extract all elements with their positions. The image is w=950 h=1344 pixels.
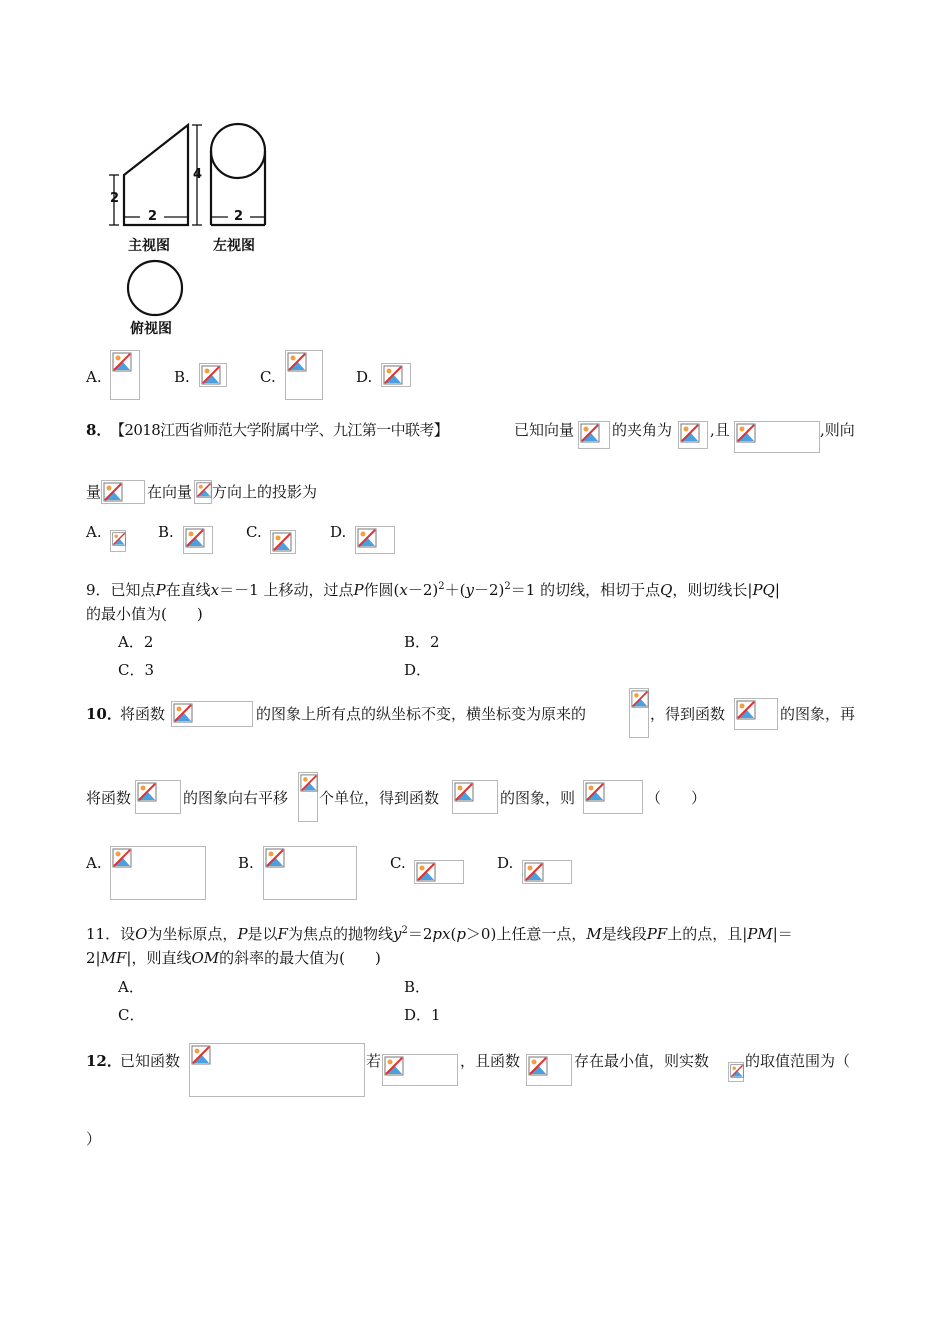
q8-option-c-image	[270, 530, 296, 554]
q9-number: 9．	[86, 581, 111, 599]
q11-text: 是线段	[601, 925, 647, 943]
q11-option-c: C．	[118, 1006, 145, 1024]
q8-formula-condition	[734, 421, 820, 453]
q9-text: 作圆(	[363, 581, 400, 599]
q10-formula-h	[452, 780, 498, 814]
q7-option-c-image	[285, 350, 323, 400]
q9-text: ＝1 的切线，相切于点	[510, 581, 661, 599]
q8-formula-vectors	[578, 421, 610, 449]
q10-option-d-label: D.	[497, 854, 514, 872]
q9-line-2: 的最小值为( )	[86, 605, 203, 623]
q9-var: x	[210, 581, 220, 599]
q10-option-a-image	[110, 846, 206, 900]
label-top-view: 俯视图	[130, 321, 172, 337]
q8-text-1: 已知向量	[514, 421, 575, 439]
q10-text-2: 的图象上所有点的纵坐标不变，横坐标变为原来的	[256, 705, 587, 723]
q10-formula-result	[583, 780, 643, 814]
q8-text-4: ,则向	[820, 421, 855, 439]
q11-line-2	[86, 948, 381, 968]
q8-text-7: 方向上的投影为	[212, 483, 318, 501]
q9-text: －2)	[407, 581, 439, 599]
q8-text-5: 量	[86, 483, 102, 501]
q10-formula-g2	[135, 780, 181, 814]
broken-image-icon	[736, 700, 756, 720]
three-view-figure	[100, 115, 280, 340]
q9-line-1	[86, 577, 780, 600]
q11-number: 11．	[86, 925, 121, 943]
q10-option-c-label: C.	[390, 854, 406, 872]
q11-var: F	[277, 925, 288, 943]
broken-image-icon	[103, 482, 123, 502]
broken-image-icon	[112, 352, 132, 372]
broken-image-icon	[730, 1064, 744, 1078]
broken-image-icon	[585, 782, 605, 802]
q7-option-b-label: B.	[174, 368, 190, 386]
q10-option-d-image	[522, 860, 572, 884]
q7-option-d-image	[381, 363, 411, 387]
q11-text: 为坐标原点，	[147, 925, 238, 943]
q12-formula-a	[728, 1062, 744, 1082]
q8-option-b-label: B.	[158, 523, 174, 541]
broken-image-icon	[287, 352, 307, 372]
broken-image-icon	[185, 528, 205, 548]
broken-image-icon	[524, 862, 544, 882]
q9-sup: 2	[504, 581, 511, 592]
q9-text: ＝－1 上移动，过点	[219, 581, 354, 599]
q7-option-c-label: C.	[260, 368, 276, 386]
q11-option-d: D．1	[404, 1006, 441, 1024]
broken-image-icon	[454, 782, 474, 802]
q9-var: Q	[660, 581, 673, 599]
q9-var: y	[465, 581, 474, 599]
q11-var: p	[456, 925, 466, 943]
q11-text: 为焦点的抛物线	[287, 925, 393, 943]
q8-option-a-image	[110, 530, 126, 552]
broken-image-icon	[300, 774, 318, 792]
q9-option-d: D．	[404, 661, 432, 679]
label-side-view: 左视图	[213, 238, 255, 254]
q11-var: y	[392, 925, 402, 943]
q9-var: PQ	[752, 581, 775, 599]
three-view-drawing	[100, 115, 280, 340]
q12-formula-condition	[382, 1054, 458, 1086]
broken-image-icon	[680, 423, 700, 443]
q9-text: |	[774, 581, 780, 599]
broken-image-icon	[528, 1056, 548, 1076]
q11-var: M	[586, 925, 602, 943]
q12-text-5: 的取值范围为（	[745, 1052, 851, 1070]
q8-text-2: 的夹角为	[612, 421, 673, 439]
broken-image-icon	[173, 703, 193, 723]
q10-text-9: （ ）	[646, 789, 707, 807]
q11-var: MF	[100, 949, 127, 967]
q12-formula-piecewise	[189, 1043, 365, 1097]
q11-var: P	[237, 925, 248, 943]
q11-text: 设	[120, 925, 136, 943]
q8-option-b-image	[183, 526, 213, 554]
q10-text-5: 将函数	[86, 789, 132, 807]
q8-option-d-label: D.	[330, 523, 347, 541]
q11-text: 是以	[247, 925, 278, 943]
q7-option-a-label: A.	[86, 368, 102, 386]
q11-text: |，则直线	[126, 949, 192, 967]
q10-text-6: 的图象向右平移	[183, 789, 289, 807]
broken-image-icon	[265, 848, 285, 868]
q7-option-a-image	[110, 350, 140, 400]
q9-var: P	[155, 581, 166, 599]
broken-image-icon	[191, 1045, 211, 1065]
q10-text-3: ，得到函数	[650, 705, 726, 723]
q8-option-a-label: A.	[86, 523, 102, 541]
q12-formula-g	[526, 1054, 572, 1086]
q10-option-c-image	[414, 860, 464, 884]
q7-option-d-label: D.	[356, 368, 373, 386]
broken-image-icon	[736, 423, 756, 443]
broken-image-icon	[580, 423, 600, 443]
broken-image-icon	[201, 365, 221, 385]
q11-var: px	[432, 925, 451, 943]
broken-image-icon	[416, 862, 436, 882]
q11-text: |＝	[772, 925, 793, 943]
q10-option-b-label: B.	[238, 854, 254, 872]
broken-image-icon	[112, 848, 132, 868]
q11-text: 上的点，且|	[667, 925, 748, 943]
q10-text-8: 的图象，则	[500, 789, 576, 807]
q12-text-1: 已知函数	[120, 1052, 181, 1070]
broken-image-icon	[384, 1056, 404, 1076]
q10-formula-g	[734, 698, 778, 730]
q8-formula-angle	[678, 421, 708, 449]
dim-left-height: 2	[110, 191, 120, 206]
q9-text: ，则切线长|	[672, 581, 753, 599]
q8-text-6: 在向量	[147, 483, 193, 501]
q11-option-a: A．	[118, 978, 144, 996]
q12-text-3: ，且函数	[460, 1052, 521, 1070]
q7-option-b-image	[199, 363, 227, 387]
q11-var: OM	[191, 949, 220, 967]
q10-text-1: 将函数	[120, 705, 166, 723]
q11-text: ＞0)上任意一点，	[465, 925, 587, 943]
dim-total-height: 4	[193, 167, 203, 182]
broken-image-icon	[631, 690, 649, 708]
q12-text-2: 若	[366, 1052, 382, 1070]
q9-sup: 2	[438, 581, 445, 592]
q12-text-4: 存在最小值，则实数	[574, 1052, 710, 1070]
q9-var: x	[399, 581, 408, 599]
q11-sup: 2	[401, 925, 408, 936]
dim-front-width: 2	[148, 209, 158, 224]
broken-image-icon	[383, 365, 403, 385]
q8-number: 8．	[86, 421, 112, 439]
q11-text: ＝2	[407, 925, 433, 943]
q11-var: PM	[747, 925, 773, 943]
q8-option-d-image	[355, 526, 395, 554]
q12-number: 12．	[86, 1052, 122, 1070]
q11-var: O	[135, 925, 148, 943]
q9-text: 在直线	[165, 581, 211, 599]
q10-option-a-label: A.	[86, 854, 102, 872]
q9-text: 已知点	[110, 581, 156, 599]
q9-option-a: A．2	[118, 633, 154, 651]
q11-line-1	[86, 921, 793, 944]
broken-image-icon	[272, 532, 292, 552]
q8-source: 【2018江西省师范大学附属中学、九江第一中联考】	[110, 421, 449, 439]
q11-option-b: B．	[404, 978, 431, 996]
q9-option-c: C．3	[118, 661, 155, 679]
q8-formula-vector-b	[194, 480, 212, 504]
q11-var: PF	[646, 925, 668, 943]
q11-text: (	[450, 925, 457, 943]
label-front-view: 主视图	[128, 238, 170, 254]
q11-text: 2|	[86, 949, 101, 967]
q11-text: 的斜率的最大值为( )	[219, 949, 381, 967]
broken-image-icon	[112, 532, 126, 546]
q10-number: 10．	[86, 705, 122, 723]
q10-text-7: 个单位，得到函数	[319, 789, 440, 807]
q8-formula-vector-a	[101, 480, 145, 504]
q10-formula-f	[171, 701, 253, 727]
q12-line-2: ）	[86, 1130, 102, 1148]
broken-image-icon	[137, 782, 157, 802]
q9-text: ＋(	[444, 581, 466, 599]
q9-var: P	[353, 581, 364, 599]
q10-option-b-image	[263, 846, 357, 900]
q9-text: －2)	[474, 581, 505, 599]
q8-text-3: ,且	[710, 421, 730, 439]
q10-text-4: 的图象，再	[780, 705, 856, 723]
dim-side-width: 2	[234, 209, 244, 224]
broken-image-icon	[357, 528, 377, 548]
q10-formula-ratio	[629, 688, 649, 738]
q9-option-b: B．2	[404, 633, 440, 651]
broken-image-icon	[196, 482, 212, 498]
q8-option-c-label: C.	[246, 523, 262, 541]
q10-formula-shift	[298, 772, 318, 822]
